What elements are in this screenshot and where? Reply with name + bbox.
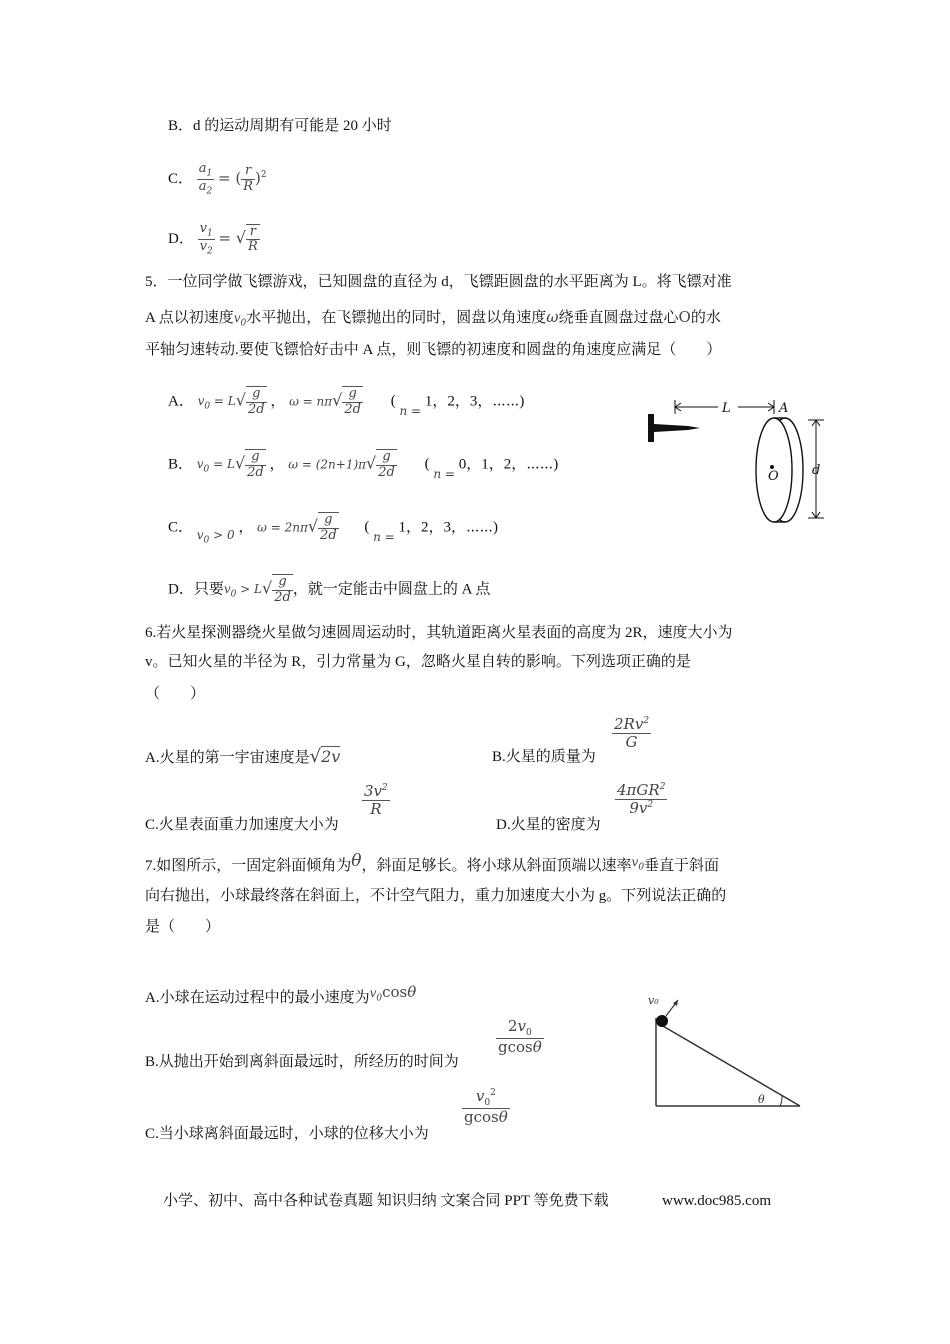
q5-option-c: C． $_{v_0 > 0}$ ， ω = 2nπ√ $\frac{g}{2d}$ ( $_{n =}$ 1，2，3，⋯⋯) — [168, 512, 498, 546]
label-d: d — [812, 463, 821, 478]
q7-line-3: 是（ ） — [145, 919, 221, 935]
q5-line-2b: 水平抛出，在飞镖抛出的同时，圆盘以角速度 — [246, 310, 547, 326]
label-A: A — [779, 401, 789, 416]
n-equals: n = — [433, 467, 455, 482]
q6-option-a: A.火星的第一宇宙速度是√2v — [145, 746, 341, 767]
q5-option-c-label: C． — [168, 519, 194, 536]
q6-line-1: 6.若火星探测器绕火星做匀速圆周运动时，其轨道距离火星表面的高度为 2R，速度大小为 — [145, 625, 733, 641]
q7-line-1b: ，斜面足够长。将小球从斜面顶端以速率 — [361, 858, 632, 874]
q7-line-1c: 垂直于斜面 — [644, 858, 720, 874]
q6-option-b — [492, 747, 596, 767]
comma: ， — [270, 393, 286, 410]
q5-option-d-tail: ，就一定能击中圆盘上的 A 点 — [292, 581, 491, 598]
label-v0: v₀ — [648, 994, 659, 1007]
q6-option-a-text: A.火星的第一宇宙速度是 — [145, 750, 310, 766]
q5-option-a: A． $v_0 = L√$ $\frac{g}{2d}$ ， ω = nπ√ $\frac{g}{2d}$ ( $_{n =}$ 1，2，3，⋯⋯) — [168, 386, 525, 419]
label-O: O — [768, 469, 779, 484]
q5-line-3: 平轴匀速转动.要使飞镖恰好击中 A 点，则飞镖的初速度和圆盘的角速度应满足（ ） — [145, 342, 722, 358]
incline-figure — [640, 988, 810, 1113]
formula-2Rv2-over-G: $\frac{2Rv^2}{G}$ — [614, 715, 650, 752]
paren: ( — [424, 456, 430, 473]
q4-option-d-label: D． — [168, 230, 194, 247]
n-equals: n = — [373, 530, 395, 545]
q6-option-c-text: C.火星表面重力加速度大小为 — [145, 817, 339, 833]
paren: ( — [390, 393, 396, 410]
q5-option-b-label: B． — [168, 456, 194, 473]
q5-line-2-o: O — [678, 308, 691, 326]
n-equals: n = — [399, 404, 422, 419]
formula-sqrt-r-over-R: $\frac{r}{R}$ — [247, 223, 258, 255]
q6-option-b-text: B.火星的质量为 — [492, 749, 596, 765]
ball — [656, 1015, 668, 1027]
q7-line-2: 向右抛出，小球最终落在斜面上，不计空气阻力，重力加速度大小为 g。下列说法正确的 — [145, 888, 727, 904]
formula-3v2-over-R: $\frac{3v^2}{R}$ — [364, 782, 388, 819]
q6-option-d-text: D.火星的密度为 — [496, 817, 601, 833]
q7-line-1: 7.如图所示，一固定斜面倾角为θ，斜面足够长。将小球从斜面顶端以速率$^{v_0}$垂直于斜面 — [145, 851, 720, 874]
q5-line-2c: 绕垂直圆盘过盘心 — [558, 310, 679, 326]
q5-line-2a: A 点以初速度 — [145, 310, 234, 326]
q5-option-b: B． $v_0 = L√$ $\frac{g}{2d}$ ， ω = (2n+1)π√ $\frac{g}{2d}$ ( $_{n =}$ 0，1，2，⋯⋯) — [168, 449, 559, 482]
q7-option-b-text: B.从抛出开始到离斜面最远时，所经历的时间为 — [145, 1054, 459, 1070]
formula-2v0-over-gcos: $\frac{2v_0}{gcos\theta}$ — [498, 1017, 542, 1057]
dart-disk-figure — [640, 390, 850, 530]
q7-option-b — [145, 1052, 459, 1072]
comma: ， — [269, 456, 285, 473]
q6-line-2: v。已知火星的半径为 R，引力常量为 G，忽略火星自转的影响。下列选项正确的是 — [145, 654, 691, 670]
q5-option-c-range: 1，2，3，⋯⋯) — [398, 519, 498, 536]
q5-option-d: D．只要$v_0 > L√$ $\frac{g}{2d}$ ，就一定能击中圆盘上的 A 点 — [168, 574, 491, 605]
q4-option-d: D． $\frac{v_1}{v_2}$ = √ $\frac{r}{R}$ — [168, 221, 258, 257]
q7-option-a: A.小球在运动过程中的最小速度为$^{v_0}$cosθ — [145, 983, 417, 1006]
formula-v02-over-gcos: $\frac{v_0^2}{gcos\theta}$ — [464, 1087, 508, 1127]
q6-option-c — [145, 815, 339, 835]
q7-option-c-text: C.当小球离斜面最远时，小球的位移大小为 — [145, 1126, 429, 1142]
q4-option-b: B．d 的运动周期有可能是 20 小时 — [168, 118, 392, 134]
formula-v1-over-v2: $\frac{v_1}{v_2}$ — [199, 221, 213, 257]
q5-option-a-range: 1，2，3，⋯⋯) — [424, 393, 525, 410]
q7-option-c — [145, 1124, 429, 1144]
q5-option-a-label: A． — [168, 393, 194, 410]
q5-line-2: A 点以初速度$v_0$水平抛出，在飞镖抛出的同时，圆盘以角速度ω绕垂直圆盘过盘心O的水 — [145, 308, 721, 329]
q5-option-b-range: 0，1，2，⋯⋯) — [458, 456, 559, 473]
q5-option-d-label: D．只要 — [168, 581, 224, 598]
comma: ， — [238, 519, 254, 536]
q5-line-2d: 的水 — [690, 310, 721, 326]
q4-option-c: C． $\frac{a_1}{a_2}$ = ( $\frac{r}{R}$ )$^2$ — [168, 161, 267, 197]
footer-url[interactable]: www.doc985.com — [662, 1193, 772, 1209]
q4-option-c-label: C． — [168, 170, 194, 187]
footer-text: 小学、初中、高中各种试卷真题 知识归纳 文案合同 PPT 等免费下载 — [163, 1193, 609, 1209]
label-theta: θ — [758, 1093, 765, 1106]
q7-option-a-text: A.小球在运动过程中的最小速度为 — [145, 990, 370, 1006]
paren: ( — [364, 519, 370, 536]
q5-line-1: 5．一位同学做飞镖游戏，已知圆盘的直径为 d，飞镖距圆盘的水平距离为 L。将飞镖对准 — [145, 274, 732, 290]
formula-a1-over-a2: $\frac{a_1}{a_2}$ — [198, 161, 213, 197]
label-L: L — [722, 401, 731, 416]
q6-option-d — [496, 815, 601, 835]
q6-line-3: （ ） — [145, 686, 206, 702]
formula-r-over-R: $\frac{r}{R}$ — [243, 163, 254, 194]
formula-4piGR2-over-9v2: $\frac{4\pi GR^2}{9v^2}$ — [617, 781, 666, 818]
dart-icon — [648, 414, 700, 442]
q7-line-1a: 7.如图所示，一固定斜面倾角为 — [145, 858, 352, 874]
